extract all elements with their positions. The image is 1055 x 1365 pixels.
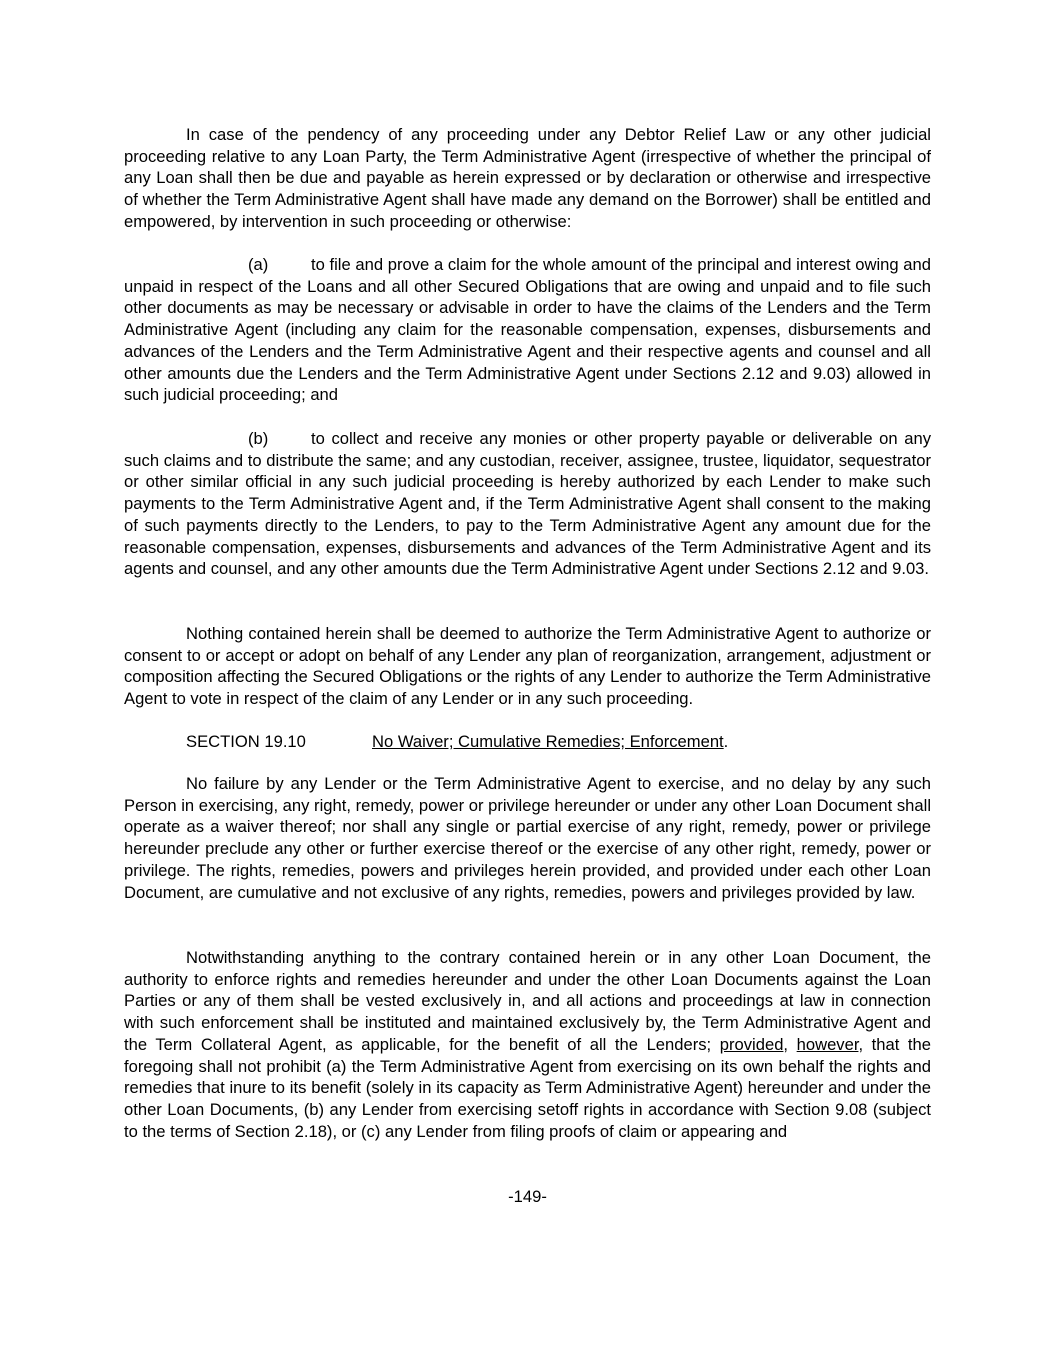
paragraph-no-failure: [124, 773, 931, 903]
clause-a-label: (a): [248, 255, 269, 274]
clause-b: [124, 428, 931, 580]
provided-term: provided: [719, 1034, 784, 1054]
paragraph-text: No failure by any Lender or the Term Administrative Agent to exercise, and no delay by any such Person in exercising, any right, remedy, power or privilege hereunder or under any other Loan Document shall operate as a waiver thereof; nor shall any single or partial exercise of any right, remedy, power or privilege hereunder preclude any other or further exercise thereof or the exercise of any other right, remedy, power or privilege. The rights, remedies, powers and privileges herein provided, and provided under each other Loan Document, are cumulative and not exclusive of any rights, remedies, powers and privileges provided by law.: [124, 774, 931, 902]
however-term: however: [796, 1034, 859, 1054]
paragraph-text-part2: , that the foregoing shall not prohibit (a) the Term Administrative Agent from exercising on its own behalf the rights and remedies that inure to its benefit (solely in its capacity as Term Administrative Agent) hereunder and under the other Loan Documents, (b) any Lender from exercising setoff rights in accordance with Section 9.08 (subject to the terms of Section 2.18), or (c) any Lender from filing proofs of claim or appearing and: [124, 1034, 932, 1141]
page-number: -149-: [508, 1187, 547, 1206]
clause-b-label: (b): [248, 429, 269, 448]
section-title: No Waiver; Cumulative Remedies; Enforcement: [372, 732, 724, 751]
clause-a: [124, 254, 931, 406]
section-number: SECTION 19.10: [186, 732, 306, 751]
paragraph-text: Nothing contained herein shall be deemed to authorize the Term Administrative Agent to authorize or consent to or accept or adopt on behalf of any Lender any plan of reorganization, arrangement, adjustment or composition affecting the Secured Obligations or the rights of any Lender to authorize the Term Administrative Agent to vote in respect of the claim of any Lender or in any such proceeding.: [124, 624, 931, 709]
section-heading: [186, 731, 728, 753]
paragraph-text: In case of the pendency of any proceeding under any Debtor Relief Law or any other judicial proceeding relative to any Loan Party, the Term Administrative Agent (irrespective of whether the principal of any Loan shall then be due and payable as herein expressed or by declaration or otherwise and irrespective of whether the Term Administrative Agent shall have made any demand on the Borrower) shall be entitled and empowered, by intervention in such proceeding or otherwise:: [124, 125, 931, 231]
paragraph-notwithstanding: [124, 947, 931, 1142]
section-title-period: .: [723, 732, 729, 751]
comma-separator: ,: [783, 1034, 797, 1054]
clause-a-text: to file and prove a claim for the whole amount of the principal and interest owing and unpaid in respect of the Loans and all other Secured Obligations that are owing and unpaid and to file such other documents as may be necessary or advisable in order to have the claims of the Lenders and the Term Administrative Agent (including any claim for the reasonable compensation, expenses, disbursements and advances of the Lenders and the Term Administrative Agent and their respective agents and counsel and all other amounts due the Lenders and the Term Administrative Agent under Sections 2.12 and 9.03) allowed in such judicial proceeding; and: [124, 255, 931, 405]
paragraph-text-part1: Notwithstanding anything to the contrary contained herein or in any other Loan Document, the authority to enforce rights and remedies hereunder and under the other Loan Documents against the Loan Parties or any of them shall be vested exclusively in, and all actions and proceedings at law in connection with such enforcement shall be instituted and maintained exclusively by, the Term Administrative Agent and the Term Collateral Agent, as applicable, for the benefit of all the Lenders;: [124, 948, 931, 1054]
clause-b-text: to collect and receive any monies or other property payable or deliverable on any such claims and to distribute the same; and any custodian, receiver, assignee, trustee, liquidator, sequestrator or other similar official in any such judicial proceeding is hereby authorized by each Lender to make such payments to the Term Administrative Agent and, if the Term Administrative Agent shall consent to the making of such payments directly to the Lenders, to pay to the Term Administrative Agent any amount due for the reasonable compensation, expenses, disbursements and advances of the Term Administrative Agent and its agents and counsel, and any other amounts due the Term Administrative Agent under Sections 2.12 and 9.03.: [124, 429, 931, 579]
paragraph-nothing-contained: [124, 623, 931, 710]
paragraph-pendency-intro: [124, 124, 931, 233]
